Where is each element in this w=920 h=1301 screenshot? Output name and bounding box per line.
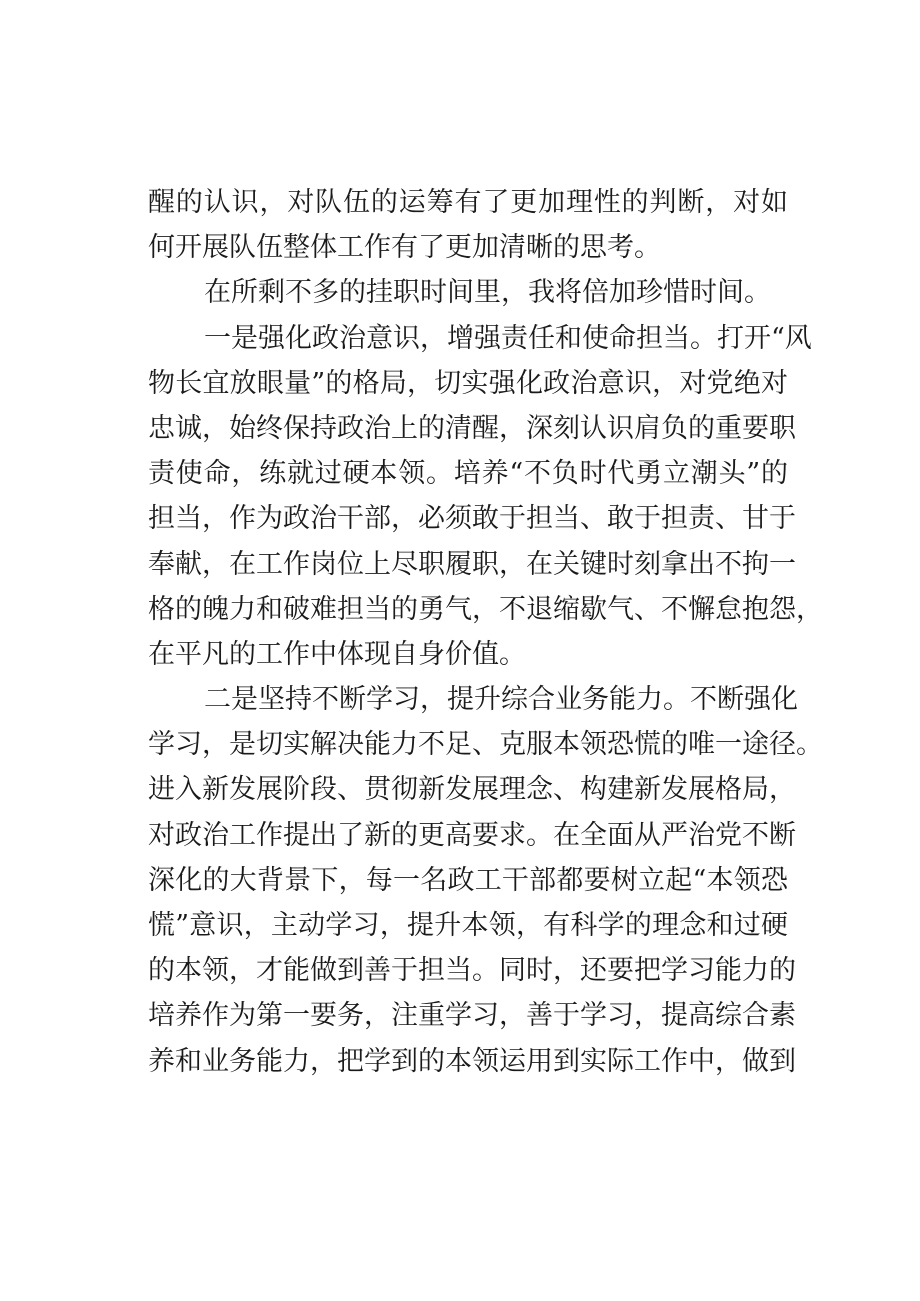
text-line: 养和业务能力，把学到的本领运用到实际工作中，做到 bbox=[148, 1045, 796, 1077]
text-line: 在所剩不多的挂职时间里，我将倍加珍惜时间。 bbox=[204, 277, 771, 309]
text-line: 深化的大背景下，每一名政工干部都要树立起“本领恐 bbox=[148, 864, 788, 896]
text-line: 忠诚，始终保持政治上的清醒，深刻认识肩负的重要职 bbox=[148, 412, 796, 444]
text-line: 培养作为第一要务，注重学习，善于学习，提高综合素 bbox=[148, 1000, 796, 1032]
text-line: 一是强化政治意识，增强责任和使命担当。打开“风 bbox=[204, 322, 812, 354]
text-line: 奉献，在工作岗位上尽职履职，在关键时刻拿出不拘一 bbox=[148, 548, 796, 580]
text-line: 格的魄力和破难担当的勇气，不退缩歇气、不懈怠抱怨， bbox=[148, 593, 823, 625]
text-line: 担当，作为政治干部，必须敢于担当、敢于担责、甘于 bbox=[148, 503, 796, 535]
text-line: 进入新发展阶段、贯彻新发展理念、构建新发展格局， bbox=[148, 774, 796, 806]
text-line: 在平凡的工作中体现自身价值。 bbox=[148, 638, 526, 670]
text-line: 慌”意识，主动学习，提升本领，有科学的理念和过硬 bbox=[148, 910, 788, 941]
text-line: 醒的认识，对队伍的运筹有了更加理性的判断，对如 bbox=[148, 187, 788, 218]
text-line: 的本领，才能做到善于担当。同时，还要把学习能力的 bbox=[148, 955, 796, 987]
text-line: 何开展队伍整体工作有了更加清晰的思考。 bbox=[148, 232, 661, 264]
text-line: 对政治工作提出了新的更高要求。在全面从严治党不断 bbox=[148, 819, 796, 851]
text-line: 责使命，练就过硬本领。培养“不负时代勇立潮头”的 bbox=[148, 458, 788, 490]
text-line: 二是坚持不断学习，提升综合业务能力。不断强化 bbox=[204, 684, 798, 716]
text-line: 学习，是切实解决能力不足、克服本领恐慌的唯一途径。 bbox=[148, 729, 823, 761]
text-line: 物长宜放眼量”的格局，切实强化政治意识，对党绝对 bbox=[148, 367, 788, 399]
document-body bbox=[148, 180, 823, 1084]
